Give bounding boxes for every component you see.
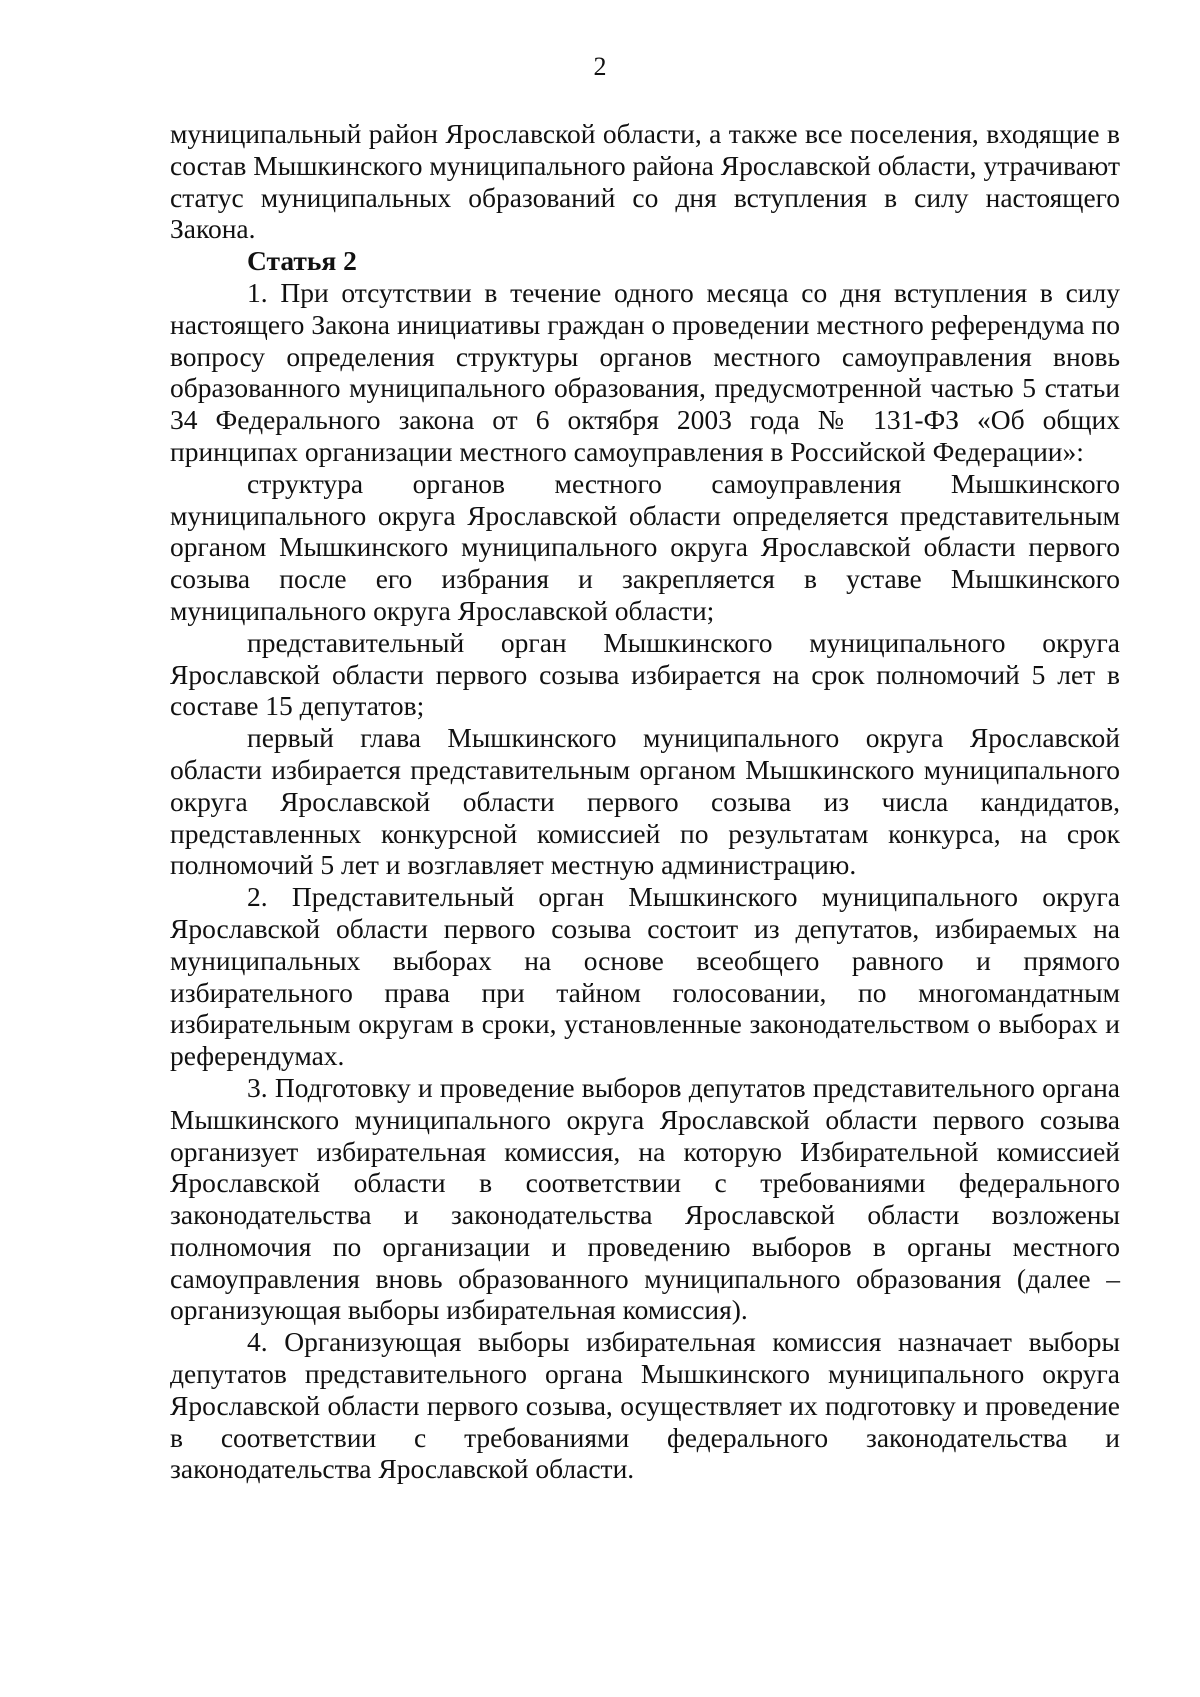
article-paragraph-first-head: первый глава Мышкинского муниципального округа Ярославской области избирается представительным органом Мышкинского муниципального округа Ярославской области первого созыва из числа кандидатов, представленных конкурсной комиссией по результатам конкурса, на срок полномочий 5 лет и возглавляет местную администрацию. bbox=[170, 722, 1120, 881]
article-title: Статья 2 bbox=[247, 245, 357, 277]
intro-paragraph: муниципальный район Ярославской области, а также все поселения, входящие в состав Мышкинского муниципального района Ярославской области, утрачивают статус муниципальных образований со дня вступления в силу настоящего Закона. bbox=[170, 118, 1120, 245]
page-number: 2 bbox=[593, 52, 607, 81]
article-paragraph-1: 1. При отсутствии в течение одного месяца со дня вступления в силу настоящего Закона инициативы граждан о проведении местного референдума по вопросу определения структуры органов местного самоуправления вновь образованного муниципального образования, предусмотренной частью 5 статьи 34 Федерального закона от 6 октября 2003 года № 131-ФЗ «Об общих принципах организации местного самоуправления в Российской Федерации»: bbox=[170, 276, 1120, 467]
article-paragraph-2: 2. Представительный орган Мышкинского муниципального округа Ярославской области первого созыва состоит из депутатов, избираемых на муниципальных выборах на основе всеобщего равного и прямого избирательного права при тайном голосовании, по многомандатным избирательным округам в сроки, установленные законодательством о выборах и референдумах. bbox=[170, 881, 1120, 1072]
article-paragraph-representative-body: представительный орган Мышкинского муниципального округа Ярославской области первого созыва избирается на срок полномочий 5 лет в составе 15 депутатов; bbox=[170, 626, 1120, 722]
article-paragraph-structure: структура органов местного самоуправления Мышкинского муниципального округа Ярославской области определяется представительным органом Мышкинского муниципального округа Ярославской области первого созыва после его избрания и закрепляется в уставе Мышкинского муниципального округа Ярославской области; bbox=[170, 467, 1120, 626]
article-paragraph-4: 4. Организующая выборы избирательная комиссия назначает выборы депутатов представительного органа Мышкинского муниципального округа Ярославской области первого созыва, осуществляет их подготовку и проведение в соответствии с требованиями федерального законодательства и законодательства Ярославской области. bbox=[170, 1326, 1120, 1485]
article-paragraph-3: 3. Подготовку и проведение выборов депутатов представительного органа Мышкинского муниципального округа Ярославской области первого созыва организует избирательная комиссия, на которую Избирательной комиссией Ярославской области в соответствии с требованиями федерального законодательства и законодательства Ярославской области возложены полномочия по организации и проведению выборов в органы местного самоуправления вновь образованного муниципального образования (далее – организующая выборы избирательная комиссия). bbox=[170, 1071, 1120, 1326]
document-body bbox=[170, 118, 1120, 1485]
